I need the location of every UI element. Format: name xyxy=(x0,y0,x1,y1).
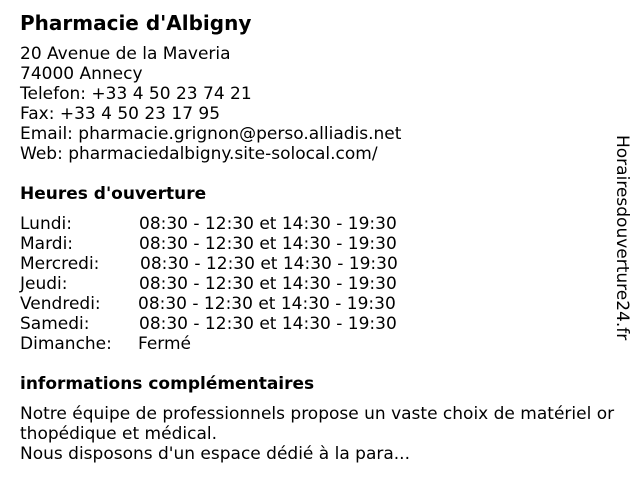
hours-day: Samedi: xyxy=(20,314,90,334)
hours-day: Lundi: xyxy=(20,214,72,234)
hours-time: 08:30 - 12:30 et 14:30 - 19:30 xyxy=(138,294,396,314)
hours-day: Dimanche: xyxy=(20,334,112,354)
phone-number: Telefon: +33 4 50 23 74 21 xyxy=(20,84,252,104)
hours-day: Mercredi: xyxy=(20,254,100,274)
fax-number: Fax: +33 4 50 23 17 95 xyxy=(20,104,221,124)
hours-row-thursday xyxy=(20,274,440,294)
hours-row-saturday xyxy=(20,314,440,334)
address-city: 74000 Annecy xyxy=(20,64,143,84)
opening-hours-heading: Heures d'ouverture xyxy=(20,184,207,204)
watermark-text: Horairesdouverture24.fr xyxy=(612,135,632,341)
hours-time: Fermé xyxy=(138,334,192,354)
hours-time: 08:30 - 12:30 et 14:30 - 19:30 xyxy=(140,254,398,274)
hours-time: 08:30 - 12:30 et 14:30 - 19:30 xyxy=(139,274,397,294)
hours-day: Jeudi: xyxy=(20,274,68,294)
hours-time: 08:30 - 12:30 et 14:30 - 19:30 xyxy=(139,214,397,234)
info-line: Nous disposons d'un espace dédié à la para... xyxy=(20,444,410,464)
hours-time: 08:30 - 12:30 et 14:30 - 19:30 xyxy=(139,234,397,254)
page-title: Pharmacie d'Albigny xyxy=(20,11,252,35)
hours-day: Mardi: xyxy=(20,234,74,254)
additional-info-text xyxy=(20,404,640,464)
info-line: Notre équipe de professionnels propose un vaste choix de matériel or xyxy=(20,404,615,424)
address-block xyxy=(20,44,401,164)
additional-info-heading: informations complémentaires xyxy=(20,374,315,394)
hours-row-sunday xyxy=(20,334,440,354)
hours-row-monday xyxy=(20,214,440,234)
website-url: Web: pharmaciedalbigny.site-solocal.com/ xyxy=(20,144,378,164)
hours-time: 08:30 - 12:30 et 14:30 - 19:30 xyxy=(139,314,397,334)
hours-day: Vendredi: xyxy=(20,294,101,314)
hours-row-tuesday xyxy=(20,234,440,254)
hours-row-friday xyxy=(20,294,440,314)
hours-row-wednesday xyxy=(20,254,440,274)
address-street: 20 Avenue de la Maveria xyxy=(20,44,231,64)
opening-hours-table xyxy=(20,214,440,354)
email-address: Email: pharmacie.grignon@perso.alliadis.net xyxy=(20,124,402,144)
info-line: thopédique et médical. xyxy=(20,424,217,444)
